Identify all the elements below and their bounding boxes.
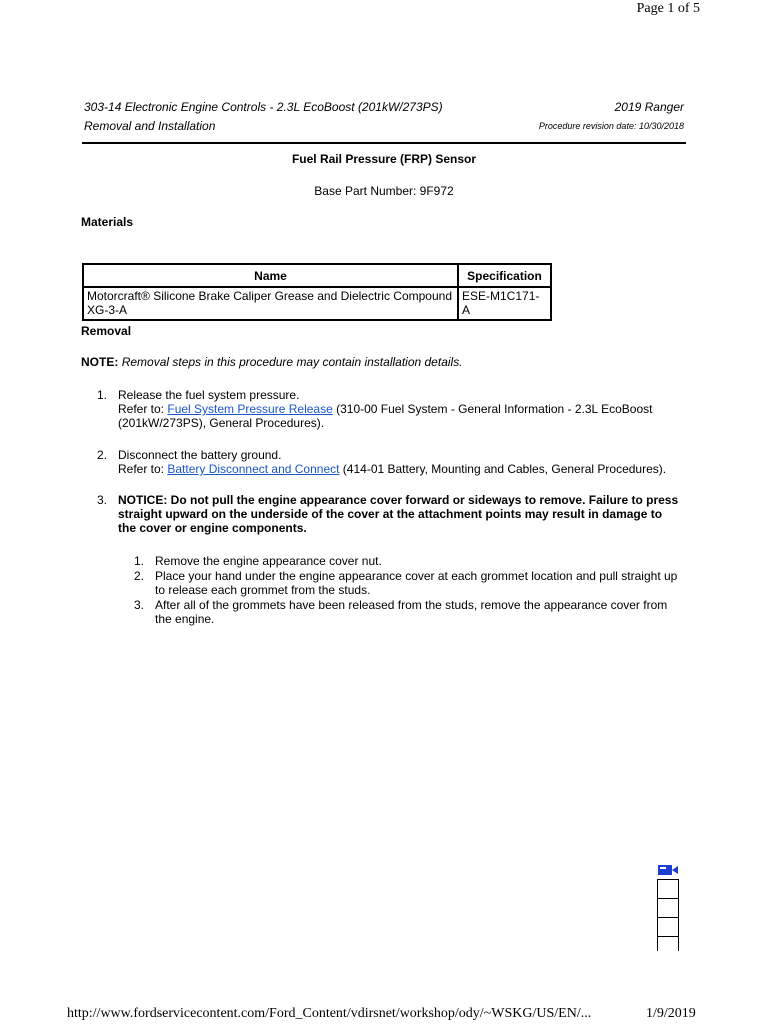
footer-date: 1/9/2019 bbox=[646, 1006, 696, 1021]
material-name-line2: XG-3-A bbox=[87, 303, 128, 317]
page-number: Page 1 of 5 bbox=[636, 1, 700, 16]
video-thumbnail-box[interactable] bbox=[657, 936, 679, 951]
list-item bbox=[97, 448, 697, 478]
material-name-cell bbox=[83, 287, 458, 320]
fuel-system-pressure-release-link[interactable]: Fuel System Pressure Release bbox=[167, 402, 333, 416]
note-text: Removal steps in this procedure may contain installation details. bbox=[121, 355, 463, 369]
header-section: 303-14 Electronic Engine Controls - 2.3L EcoBoost (201kW/273PS) bbox=[84, 100, 443, 114]
materials-heading: Materials bbox=[81, 215, 134, 229]
step-reference: Refer to: Fuel System Pressure Release (310-00 Fuel System - General Information - 2.3L EcoBoost bbox=[118, 402, 653, 416]
video-thumbnail-box[interactable] bbox=[657, 879, 679, 899]
header-revision-date: Procedure revision date: 10/30/2018 bbox=[538, 121, 684, 131]
substep-text: After all of the grommets have been released from the studs, remove the appearance cover from the engine. bbox=[155, 598, 668, 626]
video-thumbnail-box[interactable] bbox=[657, 898, 679, 918]
removal-heading: Removal bbox=[81, 324, 132, 338]
step-number: 3. bbox=[97, 493, 108, 507]
video-camera-icon[interactable] bbox=[657, 864, 679, 876]
substep-text: Place your hand under the engine appearance cover at each grommet location and pull straight up to release each grommet from the studs. bbox=[155, 569, 678, 597]
step-number: 1. bbox=[97, 388, 108, 402]
column-header-name: Name bbox=[83, 264, 458, 287]
table-header-row bbox=[83, 264, 551, 287]
material-name-line1: Motorcraft® Silicone Brake Caliper Grease and Dielectric Compound bbox=[87, 289, 452, 303]
list-item bbox=[97, 388, 697, 432]
substep-text: Remove the engine appearance cover nut. bbox=[155, 554, 382, 568]
video-thumbnail-stack bbox=[657, 879, 679, 951]
step-text: Disconnect the battery ground. bbox=[118, 448, 282, 462]
material-spec-cell: ESE-M1C171-A bbox=[458, 287, 551, 320]
step-body bbox=[118, 388, 652, 430]
header-vehicle: 2019 Ranger bbox=[614, 100, 684, 114]
list-item bbox=[134, 598, 694, 626]
document-title: Fuel Rail Pressure (FRP) Sensor bbox=[291, 152, 477, 166]
substep-number: 1. bbox=[134, 554, 145, 568]
list-item bbox=[97, 493, 697, 537]
substep-number: 2. bbox=[134, 569, 145, 583]
materials-table bbox=[82, 263, 552, 321]
step-reference-cont: (201kW/273PS), General Procedures). bbox=[118, 416, 325, 430]
step-body bbox=[118, 448, 666, 476]
step-text: Release the fuel system pressure. bbox=[118, 388, 300, 402]
step-reference: Refer to: Battery Disconnect and Connect (414-01 Battery, Mounting and Cables, General Procedures). bbox=[118, 462, 667, 476]
header-subsection: Removal and Installation bbox=[84, 119, 216, 133]
step-notice: NOTICE: Do not pull the engine appearance cover forward or sideways to remove. Failure to press straight upward on the underside of the cover at the attachment points may result in damage to the cover or engine components. bbox=[118, 493, 679, 535]
note-label: NOTE: bbox=[81, 355, 119, 369]
header-divider bbox=[82, 142, 686, 144]
base-part-number: Base Part Number: 9F972 bbox=[314, 184, 454, 198]
removal-note bbox=[81, 355, 463, 369]
table-row bbox=[83, 287, 551, 320]
column-header-specification: Specification bbox=[458, 264, 551, 287]
substep-number: 3. bbox=[134, 598, 145, 612]
battery-disconnect-and-connect-link[interactable]: Battery Disconnect and Connect bbox=[167, 462, 340, 476]
footer-url: http://www.fordservicecontent.com/Ford_Content/vdirsnet/workshop/ody/~WSKG/US/EN/... bbox=[67, 1006, 592, 1021]
video-thumbnail-box[interactable] bbox=[657, 917, 679, 937]
list-item bbox=[134, 554, 694, 568]
step-number: 2. bbox=[97, 448, 108, 462]
list-item bbox=[134, 569, 694, 597]
